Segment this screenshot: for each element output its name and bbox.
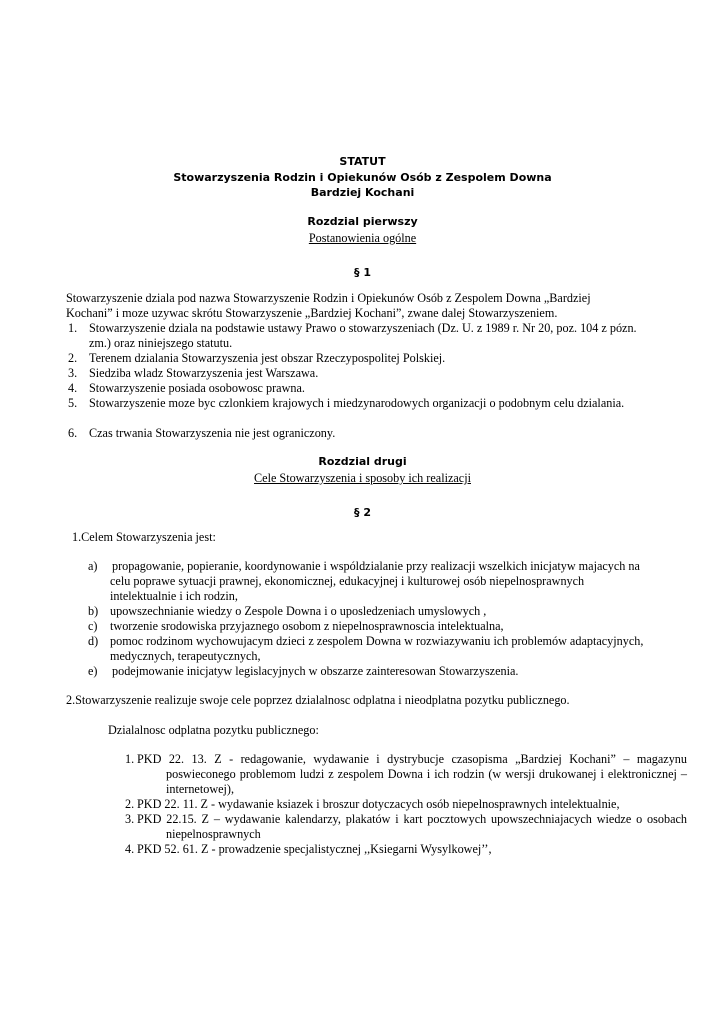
list-item-text: pomoc rodzinom wychowujacym dzieci z zespolem Downa w rozwiazywaniu ich problemów adaptacyjnych, medycznych, terapeutycznych,: [110, 634, 644, 663]
list-item-number: 3.: [125, 812, 135, 826]
list-item-text: PKD 22. 11. Z - wydawanie ksiazek i broszur dotyczacych osób niepelnosprawnych intelektualnie,: [137, 797, 620, 811]
list-item-text: PKD 52. 61. Z - prowadzenie specjalistycznej ,,Ksiegarni Wysylkowej’’,: [137, 842, 492, 856]
list-item-number: 5.: [68, 396, 78, 410]
list-item-number: 3.: [68, 366, 78, 380]
chapter1-section: § 1: [354, 266, 371, 279]
list-item-text: podejmowanie inicjatyw legislacyjnych w obszarze zainteresowan Stowarzyszenia.: [112, 664, 519, 678]
chapter1-subheading: Postanowienia ogólne: [308, 231, 417, 245]
list-item-text: Siedziba wladz Stowarzyszenia jest Warszawa.: [89, 366, 319, 380]
list-item-text: tworzenie srodowiska przyjaznego osobom z niepelnosprawnoscia intelektualna,: [110, 619, 504, 633]
point2: 2.Stowarzyszenie realizuje swoje cele poprzez dzialalnosc odplatna i nieodplatna pozytku publicznego.: [66, 693, 570, 707]
list-item-text: PKD 22.15. Z – wydawanie kalendarzy, plakatów i kart pocztowych upowszechniajacych wiedze o osobach niepelnosprawnych: [137, 812, 687, 841]
list-item-letter: c): [88, 619, 98, 633]
paid-activity-heading: Dzialalnosc odplatna pozytku publicznego:: [108, 723, 319, 737]
list-item-number: 1.: [68, 321, 78, 335]
list-item-letter: e): [88, 664, 98, 678]
list-item-number: 6.: [68, 426, 78, 440]
list-item-letter: d): [88, 634, 99, 648]
list-item-letter: a): [88, 559, 98, 573]
list-item-text: Stowarzyszenie dziala na podstawie ustawy Prawo o stowarzyszeniach (Dz. U. z 1989 r. Nr 20, poz. 104 z pózn. zm.) oraz niniejszego statutu.: [89, 321, 637, 350]
list-item-number: 4.: [68, 381, 78, 395]
document-subtitle-name: Bardziej Kochani: [310, 186, 415, 199]
chapter2-heading: Rozdzial drugi: [318, 455, 407, 468]
document-title: STATUT: [339, 155, 386, 168]
list-item-text: PKD 22. 13. Z - redagowanie, wydawanie i dystrybucje czasopisma „Bardziej Kochani” – magazynu poswieconego problemom ludzi z zespolem Downa i ich rodzin (w wersji drukowanej i elektronicznej – internetowej),: [137, 752, 687, 796]
chapter1-intro-line1: Stowarzyszenie dziala pod nazwa Stowarzyszenie Rodzin i Opiekunów Osób z Zespolem Downa „Bardziej: [66, 291, 591, 305]
list-item-text: upowszechnianie wiedzy o Zespole Downa i o uposledzeniach umyslowych ,: [110, 604, 487, 618]
list-item-letter: b): [88, 604, 99, 618]
chapter1-heading: Rozdzial pierwszy: [307, 215, 418, 228]
list-item-text: Stowarzyszenie moze byc czlonkiem krajowych i miedzynarodowych organizacji o podobnym celu dzialania.: [89, 396, 625, 410]
list-item-text: Terenem dzialania Stowarzyszenia jest obszar Rzeczypospolitej Polskiej.: [89, 351, 446, 365]
list-item-number: 2.: [68, 351, 78, 365]
goal-intro: 1.Celem Stowarzyszenia jest:: [72, 530, 216, 544]
chapter1-intro-line2: Kochani” i moze uzywac skrótu Stowarzyszenie „Bardziej Kochani”, zwane dalej Stowarzyszeniem.: [66, 306, 558, 320]
chapter2-section: § 2: [354, 506, 371, 519]
list-item-text: Stowarzyszenie posiada osobowosc prawna.: [89, 381, 305, 395]
list-item-text: Czas trwania Stowarzyszenia nie jest ograniczony.: [89, 426, 336, 440]
list-item-number: 4.: [125, 842, 135, 856]
list-item-number: 1.: [125, 752, 135, 766]
list-item-text: propagowanie, popieranie, koordynowanie i wspóldzialanie przy realizacji wszelkich inicjatyw majacych na celu poprawe sytuacji prawnej, ekonomicznej, edukacyjnej i kulturowej osób niepelnosprawnych intelektualnie i ich rodzin,: [110, 559, 640, 603]
document-subtitle: Stowarzyszenia Rodzin i Opiekunów Osób z Zespolem Downa: [173, 171, 552, 184]
list-item-number: 2.: [125, 797, 135, 811]
chapter2-subheading: Cele Stowarzyszenia i sposoby ich realizacji: [254, 471, 471, 485]
